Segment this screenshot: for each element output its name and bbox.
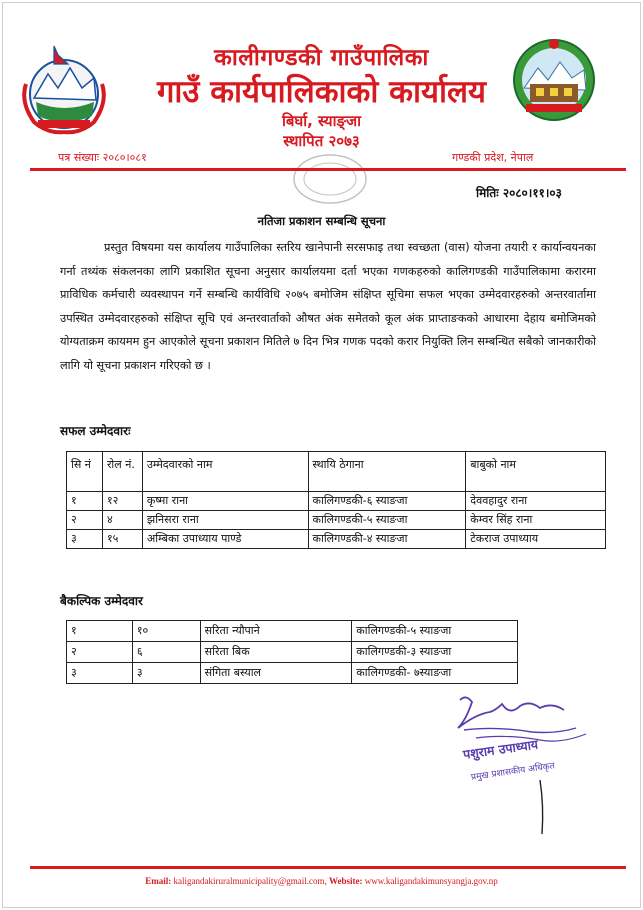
- successful-candidates-table: [66, 451, 606, 549]
- email-address: kaligandakiruralmunicipality@gmail.com,: [173, 876, 327, 886]
- col-candidate-name: उम्मेदवारको नाम: [142, 452, 308, 492]
- cell-roll: ६: [132, 642, 200, 663]
- cell-roll: १२: [102, 492, 142, 511]
- cell-serial: १: [67, 621, 133, 642]
- notice-date: मितिः २०८०।११।०३: [476, 186, 562, 200]
- cell-name: कृष्मा राना: [142, 492, 308, 511]
- cell-father: केम्वर सिंह राना: [466, 511, 606, 530]
- successful-candidates-title: सफल उम्मेदवारः: [60, 424, 131, 438]
- cell-roll: १०: [132, 621, 200, 642]
- reference-number: पत्र संख्याः २०८०।०८१: [58, 151, 147, 164]
- table-row: [67, 530, 606, 549]
- cell-serial: १: [67, 492, 103, 511]
- cell-roll: १५: [102, 530, 142, 549]
- alternate-candidates-table: [66, 620, 518, 684]
- email-label: Email:: [145, 876, 172, 886]
- office-stamp-icon: [288, 150, 372, 208]
- office-name-line1: कालीगण्डकी गाउँपालिका: [214, 45, 429, 71]
- cell-address: कालिगण्डकी- ७स्याङजा: [352, 663, 518, 684]
- col-address: स्थायि ठेगाना: [308, 452, 466, 492]
- established-year: स्थापित २०७३: [283, 132, 360, 150]
- alternate-candidates-title: बैकल्पिक उम्मेदवार: [60, 594, 143, 608]
- footer-divider: [30, 866, 626, 869]
- table-header-row: [67, 452, 606, 492]
- website-label: Website:: [328, 876, 363, 886]
- footer-contact: [0, 876, 643, 886]
- cell-roll: ३: [132, 663, 200, 684]
- col-serial: सि नं: [67, 452, 103, 492]
- cell-serial: ३: [67, 530, 103, 549]
- cell-name: अम्बिका उपाध्याय पाण्डे: [142, 530, 308, 549]
- cell-roll: ४: [102, 511, 142, 530]
- cell-address: कालिगण्डकी-३ स्याङजा: [352, 642, 518, 663]
- province-name: गण्डकी प्रदेश, नेपाल: [452, 151, 534, 164]
- signatory-name: पशुराम उपाध्याय: [462, 736, 539, 762]
- table-row: [67, 511, 606, 530]
- header-divider: [30, 168, 626, 171]
- cell-name: झनिसरा राना: [142, 511, 308, 530]
- cell-address: कालिगण्डकी-५ स्याङजा: [352, 621, 518, 642]
- table-row: [67, 621, 518, 642]
- website-url: www.kaligandakimunsyangja.gov.np: [364, 876, 498, 886]
- cell-serial: २: [67, 642, 133, 663]
- office-name-line2: गाउँ कार्यपालिकाको कार्यालय: [156, 74, 487, 110]
- office-address: बिर्घा, स्याङ्जा: [281, 112, 362, 130]
- signatory-title: प्रमुख प्रशासकीय अधिकृत: [470, 761, 556, 783]
- notice-title: नतिजा प्रकाशन सम्बन्धि सूचना: [257, 214, 386, 228]
- cell-address: कालिगण्डकी-५ स्याङजा: [308, 511, 466, 530]
- cell-serial: ३: [67, 663, 133, 684]
- table-row: [67, 492, 606, 511]
- notice-body: प्रस्तुत विषयमा यस कार्यालय गाउँपालिका स्तरिय खानेपानी सरसफाइ तथा स्वच्छता (वास) योजना तयारी र कार्यान्वयनका गर्ना तथ्यंक संकलनका लागि प्रकाशित सूचना अनुसार कार्यालयमा दर्ता भएका गणकहरुको कालिगण्डकी गाउँपालिकामा करारमा प्राविधिक कर्मचारी व्यवस्थापन गर्ने सम्बन्धि कार्यविधि २०७५ बमोजिम संक्षिप्त सूचिमा सफल भएका उम्मेदवारहरुको अन्तरवार्तामा उपस्थित उम्मेदवारहरुको संक्षिप्त सूचि एवं अन्तरवार्ताको औषत अंक समेतको कूल अंक प्राप्ताङकको आधारमा देहाय बमोजिमको योग्यताक्रम कायमम हुन आएकोले सूचना प्रकाशन मितिले ७ दिन भित्र गणक पदको करार नियुक्ति लिन सम्बन्धित सबैको जानकारीको लागि यो सूचना प्रकाशन गरिएको छ ।: [60, 241, 596, 372]
- cell-name: संगिता बस्याल: [200, 663, 352, 684]
- cell-name: सरिता न्यौपाने: [200, 621, 352, 642]
- cell-serial: २: [67, 511, 103, 530]
- cell-name: सरिता बिक: [200, 642, 352, 663]
- table-row: [67, 642, 518, 663]
- cell-father: देववहादुर राना: [466, 492, 606, 511]
- cell-address: कालिगण्डकी-६ स्याङजा: [308, 492, 466, 511]
- signature-stroke-icon: [536, 778, 548, 836]
- table-row: [67, 663, 518, 684]
- cell-father: टेकराज उपाध्याय: [466, 530, 606, 549]
- col-father-name: बाबुको नाम: [466, 452, 606, 492]
- col-roll: रोल नं.: [102, 452, 142, 492]
- cell-address: कालिगण्डकी-४ स्याङजा: [308, 530, 466, 549]
